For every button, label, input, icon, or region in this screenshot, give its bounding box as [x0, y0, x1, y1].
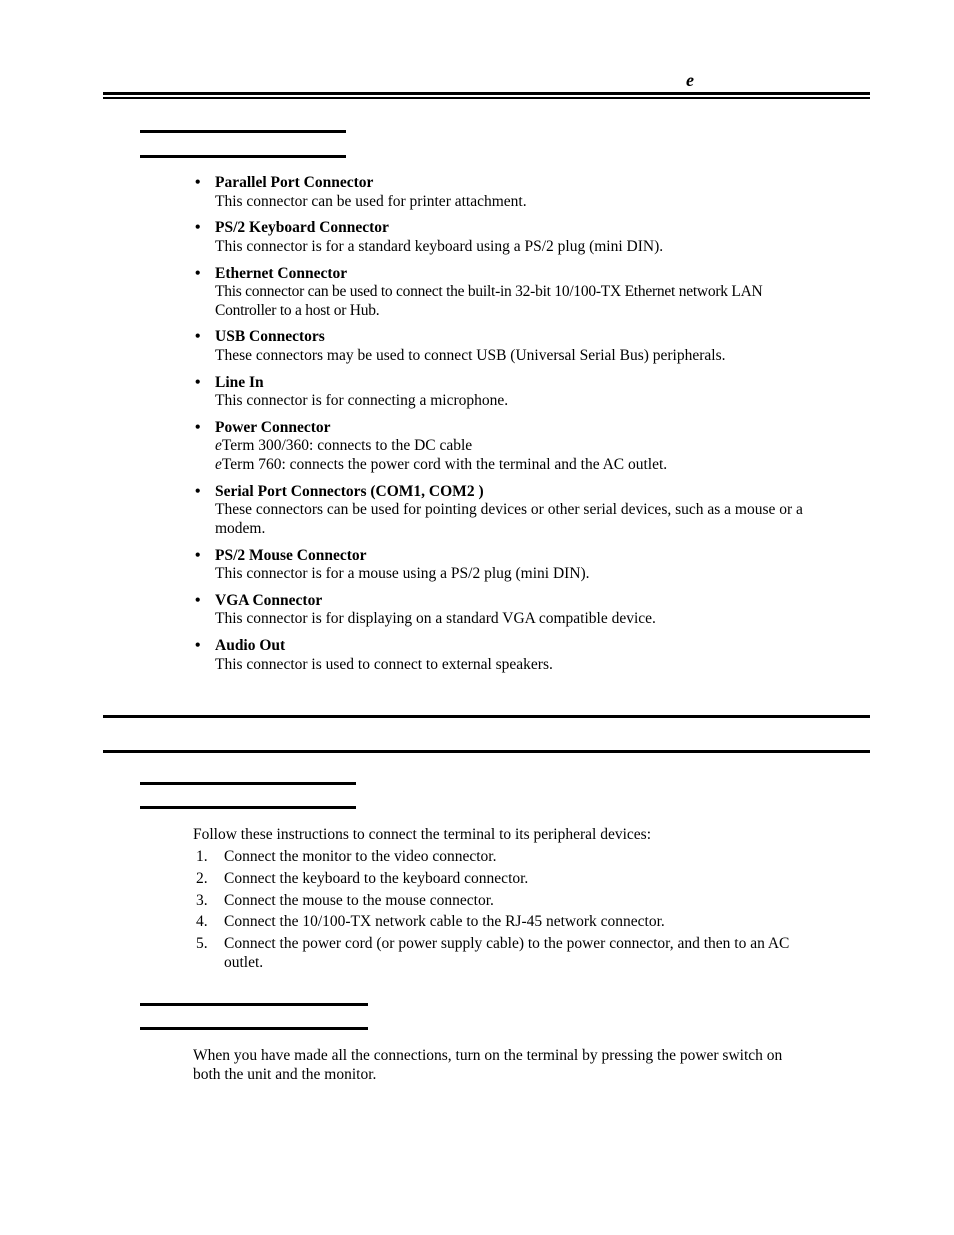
power-line-text: Term 300/360: connects to the DC cable: [221, 437, 473, 455]
header-rule-top: [103, 92, 870, 95]
step-item: [193, 913, 813, 932]
item-desc: This connector is for a standard keyboard using a PS/2 plug (mini DIN).: [215, 237, 664, 255]
bullet: •: [195, 264, 201, 282]
bullet: •: [195, 591, 201, 609]
step-item: [193, 892, 813, 911]
item-title: PS/2 Mouse Connector: [215, 546, 367, 564]
subheading-rule-top: [140, 782, 356, 785]
item-title: Line In: [215, 373, 264, 391]
bullet: •: [195, 418, 201, 436]
step-item: [193, 870, 813, 889]
list-item-line-in: [195, 374, 805, 411]
step-number: 1.: [196, 848, 208, 865]
item-desc: This connector is used to connect to external speakers.: [215, 655, 553, 673]
subheading-rule-bottom: [140, 806, 356, 809]
bullet: •: [195, 637, 201, 655]
running-header: e: [686, 70, 694, 90]
list-item-usb: [195, 328, 805, 365]
subheading-rule-bottom: [140, 155, 346, 158]
connector-list: [195, 174, 805, 682]
item-desc: These connectors can be used for pointing devices or other serial devices, such as a mouse or a modem.: [215, 501, 803, 537]
subheading-rule-bottom: [140, 1027, 368, 1030]
subheading-rule-top: [140, 130, 346, 133]
list-item-serial-port: [195, 483, 805, 539]
product-prefix: e: [215, 455, 222, 473]
power-on-text: When you have made all the connections, turn on the terminal by pressing the power switch on both the unit and the monitor.: [193, 1047, 783, 1083]
bullet: •: [195, 174, 201, 191]
item-title: Ethernet Connector: [215, 264, 348, 282]
section-rule-bottom: [103, 750, 870, 753]
item-title: VGA Connector: [215, 591, 323, 609]
step-number: 2.: [196, 869, 208, 887]
step-text: Connect the power cord (or power supply cable) to the power connector, and then to an AC outlet.: [224, 935, 790, 971]
item-desc: This connector can be used for printer attachment.: [215, 192, 527, 210]
list-item-vga: [195, 592, 805, 629]
list-item-ethernet: [195, 265, 805, 321]
power-line-300-360: [215, 437, 805, 456]
power-line-text: Term 760: connects the power cord with the terminal and the AC outlet.: [221, 455, 668, 473]
step-number: 4.: [196, 913, 208, 931]
list-item-parallel-port: [195, 174, 805, 211]
item-title: Audio Out: [215, 637, 286, 655]
item-desc: These connectors may be used to connect USB (Universal Serial Bus) peripherals.: [215, 346, 726, 364]
power-line-760: [215, 456, 805, 475]
step-item: [193, 935, 790, 972]
list-item-power: [195, 419, 805, 475]
step-number: 5.: [196, 935, 208, 953]
step-text: Connect the 10/100-TX network cable to the RJ-45 network connector.: [224, 913, 665, 931]
item-desc: This connector can be used to connect the built-in 32-bit 10/100-TX Ethernet network LAN Controller to a host or Hub.: [215, 283, 763, 319]
item-title: Parallel Port Connector: [215, 174, 374, 191]
installation-steps: [193, 848, 813, 975]
installation-intro: Follow these instructions to connect the terminal to its peripheral devices:: [193, 826, 651, 843]
item-title: PS/2 Keyboard Connector: [215, 219, 389, 237]
list-item-ps2-mouse: [195, 547, 805, 584]
step-text: Connect the monitor to the video connector.: [224, 848, 497, 865]
product-prefix: e: [215, 437, 222, 455]
item-desc: This connector is for a mouse using a PS/2 plug (mini DIN).: [215, 565, 590, 583]
item-desc: This connector is for connecting a microphone.: [215, 392, 509, 410]
item-title: Power Connector: [215, 418, 331, 436]
step-text: Connect the mouse to the mouse connector.: [224, 891, 494, 909]
item-title: Serial Port Connectors (COM1, COM2 ): [215, 482, 484, 500]
section-rule-top: [103, 715, 870, 718]
item-desc: This connector is for displaying on a standard VGA compatible device.: [215, 610, 656, 628]
bullet: •: [195, 546, 201, 564]
item-title: USB Connectors: [215, 328, 325, 346]
header-rule-bottom: [103, 97, 870, 99]
list-item-ps2-keyboard: [195, 219, 805, 256]
bullet: •: [195, 373, 201, 391]
step-number: 3.: [196, 891, 208, 909]
bullet: •: [195, 219, 201, 237]
step-item: [193, 848, 813, 867]
bullet: •: [195, 328, 201, 346]
bullet: •: [195, 482, 201, 500]
step-text: Connect the keyboard to the keyboard connector.: [224, 869, 529, 887]
list-item-audio-out: [195, 637, 805, 674]
subheading-rule-top: [140, 1003, 368, 1006]
